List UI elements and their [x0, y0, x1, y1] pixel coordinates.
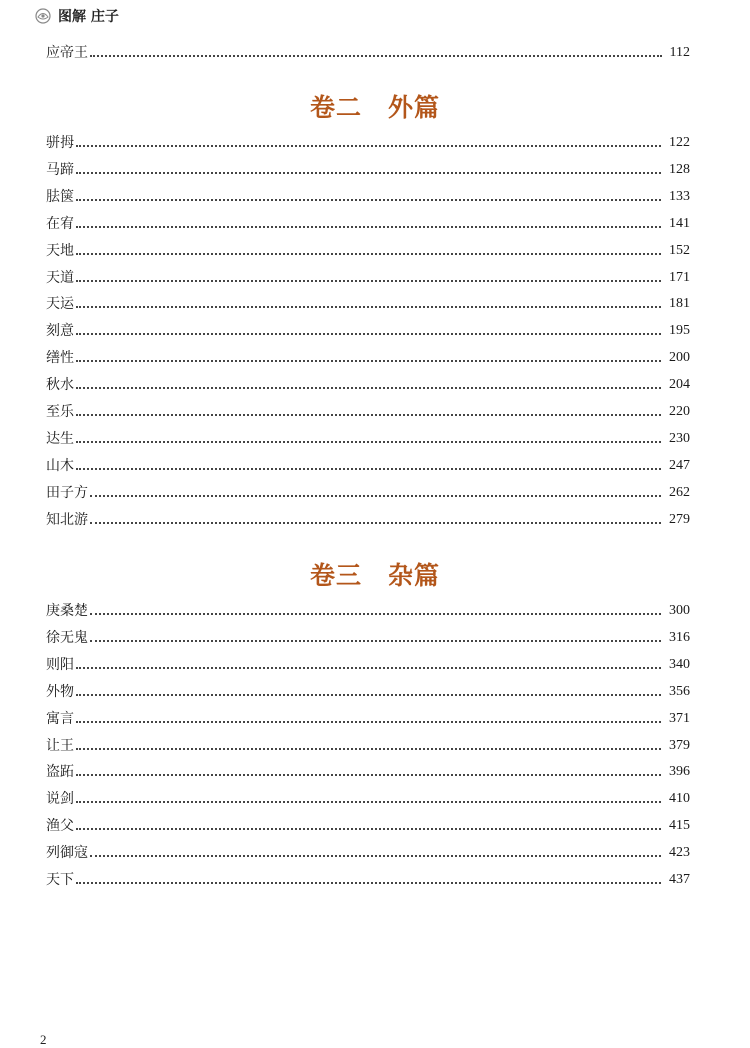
dot-leader	[76, 828, 661, 830]
dot-leader	[76, 748, 661, 750]
toc-entry[interactable]	[46, 709, 690, 729]
toc-entry[interactable]	[46, 294, 690, 314]
toc-entry-page: 204	[669, 377, 690, 393]
toc-entry-title: 则阳	[46, 656, 74, 673]
toc-entry-page: 152	[669, 242, 690, 258]
toc-entry-page: 122	[669, 135, 690, 150]
toc-entry-title: 渔父	[46, 818, 74, 835]
dot-leader	[76, 199, 661, 201]
dot-leader	[90, 55, 662, 57]
toc-entry[interactable]	[46, 843, 690, 863]
dot-leader	[76, 441, 661, 443]
dot-leader	[76, 172, 661, 174]
toc-entry-page: 195	[669, 323, 690, 339]
dot-leader	[90, 613, 661, 615]
toc-entry[interactable]	[46, 214, 690, 234]
toc-entry[interactable]	[46, 456, 690, 476]
toc-entry-title: 马蹄	[46, 161, 74, 178]
dot-leader	[76, 667, 661, 669]
section-name: 杂篇	[388, 561, 441, 590]
dot-leader	[76, 360, 661, 362]
toc-entry[interactable]	[46, 483, 690, 503]
toc-entry-page: 220	[669, 404, 690, 419]
toc-entry-title: 说剑	[46, 791, 74, 808]
dot-leader	[90, 640, 661, 642]
toc-entry[interactable]	[46, 160, 690, 180]
toc-entry[interactable]	[46, 655, 690, 675]
toc-entry[interactable]	[46, 429, 690, 449]
section-volume: 卷三	[309, 561, 362, 590]
running-header	[34, 6, 119, 26]
toc-entry[interactable]	[46, 348, 690, 368]
page-number: 2	[40, 1032, 47, 1047]
section-volume: 卷二	[309, 93, 362, 122]
toc-entry[interactable]	[46, 510, 690, 530]
section-name: 外篇	[388, 93, 441, 122]
toc-entry-title: 缮性	[46, 350, 74, 367]
toc-entry-title: 至乐	[46, 404, 74, 420]
dot-leader	[76, 306, 661, 308]
dot-leader	[76, 468, 661, 470]
toc-entry-page: 379	[669, 737, 690, 753]
toc-entry-title: 田子方	[46, 484, 88, 501]
toc-entry-title: 庚桑楚	[46, 603, 88, 619]
toc-entry-title: 在宥	[46, 215, 74, 232]
toc-entry[interactable]	[46, 241, 690, 261]
section-heading-miscellaneous-chapters	[0, 556, 750, 592]
toc-entry-page: 437	[669, 872, 690, 887]
dot-leader	[76, 333, 661, 335]
toc-entry[interactable]	[46, 133, 690, 153]
toc-entry[interactable]	[46, 628, 690, 648]
toc-entry-title: 山木	[46, 457, 74, 474]
toc-entry-title: 达生	[46, 430, 74, 447]
dot-leader	[90, 522, 661, 524]
toc-entry-page: 171	[669, 269, 690, 285]
toc-entry-title: 让王	[46, 737, 74, 754]
toc-entry[interactable]	[46, 601, 690, 621]
dot-leader	[76, 721, 661, 723]
toc-entry-title: 刻意	[46, 323, 74, 340]
dot-leader	[76, 694, 661, 696]
toc-entry[interactable]	[46, 321, 690, 341]
toc-entry[interactable]	[46, 789, 690, 809]
toc-entry[interactable]	[46, 682, 690, 702]
toc-entry[interactable]	[46, 736, 690, 756]
toc-entry-page: 410	[669, 791, 690, 807]
toc-entry-page: 316	[669, 629, 690, 645]
toc-entry-page: 371	[669, 710, 690, 726]
dot-leader	[76, 414, 661, 416]
toc-entry-page: 279	[669, 511, 690, 527]
dot-leader	[76, 253, 661, 255]
toc-entry-page: 423	[669, 845, 690, 861]
dot-leader	[76, 801, 661, 803]
toc-entry-page: 247	[669, 457, 690, 473]
toc-entry-title: 天地	[46, 242, 74, 259]
dot-leader	[90, 495, 661, 497]
toc-entry[interactable]	[46, 402, 690, 422]
toc-entry[interactable]	[46, 268, 690, 288]
toc-entry-title: 应帝王	[46, 45, 88, 61]
dot-leader	[76, 387, 661, 389]
toc-entry-page: 340	[669, 656, 690, 672]
toc-entry-title: 天下	[46, 872, 74, 888]
toc-entry-page: 300	[669, 603, 690, 618]
toc-entry-page: 133	[669, 188, 690, 204]
running-header-title: 图解 庄子	[58, 9, 119, 25]
toc-entry-page: 128	[669, 161, 690, 177]
toc-entry-title: 天运	[46, 296, 74, 313]
dot-leader	[76, 882, 661, 884]
toc-entry-page: 396	[669, 764, 690, 780]
toc-entry[interactable]	[46, 375, 690, 395]
toc-entry-page: 200	[669, 350, 690, 366]
toc-entry-title: 骈拇	[46, 135, 74, 151]
book-logo-icon	[34, 7, 52, 25]
dot-leader	[76, 280, 661, 282]
toc-entry[interactable]	[46, 870, 690, 890]
toc-entry-page: 112	[669, 45, 690, 60]
dot-leader	[76, 145, 661, 147]
toc-entry[interactable]	[46, 816, 690, 836]
dot-leader	[90, 855, 661, 857]
toc-entry-page: 356	[669, 683, 690, 699]
toc-entry-title: 盗跖	[46, 764, 74, 781]
toc-entry[interactable]	[46, 43, 690, 63]
toc-entry-title: 列御寇	[46, 845, 88, 862]
toc-entry-page: 141	[669, 215, 690, 231]
toc-entry-title: 知北游	[46, 511, 88, 528]
toc-entry-page: 262	[669, 484, 690, 500]
dot-leader	[76, 226, 661, 228]
toc-entry[interactable]	[46, 762, 690, 782]
toc-entry-page: 230	[669, 430, 690, 446]
section-heading-outer-chapters	[0, 88, 750, 124]
dot-leader	[76, 774, 661, 776]
toc-entry-page: 181	[669, 296, 690, 312]
toc-entry-page: 415	[669, 818, 690, 834]
toc-entry-title: 胠箧	[46, 188, 74, 205]
toc-entry-title: 秋水	[46, 377, 74, 394]
toc-entry-title: 徐无鬼	[46, 629, 88, 646]
toc-entry-title: 外物	[46, 683, 74, 700]
toc-entry-title: 天道	[46, 269, 74, 286]
toc-entry-title: 寓言	[46, 710, 74, 727]
toc-entry[interactable]	[46, 187, 690, 207]
